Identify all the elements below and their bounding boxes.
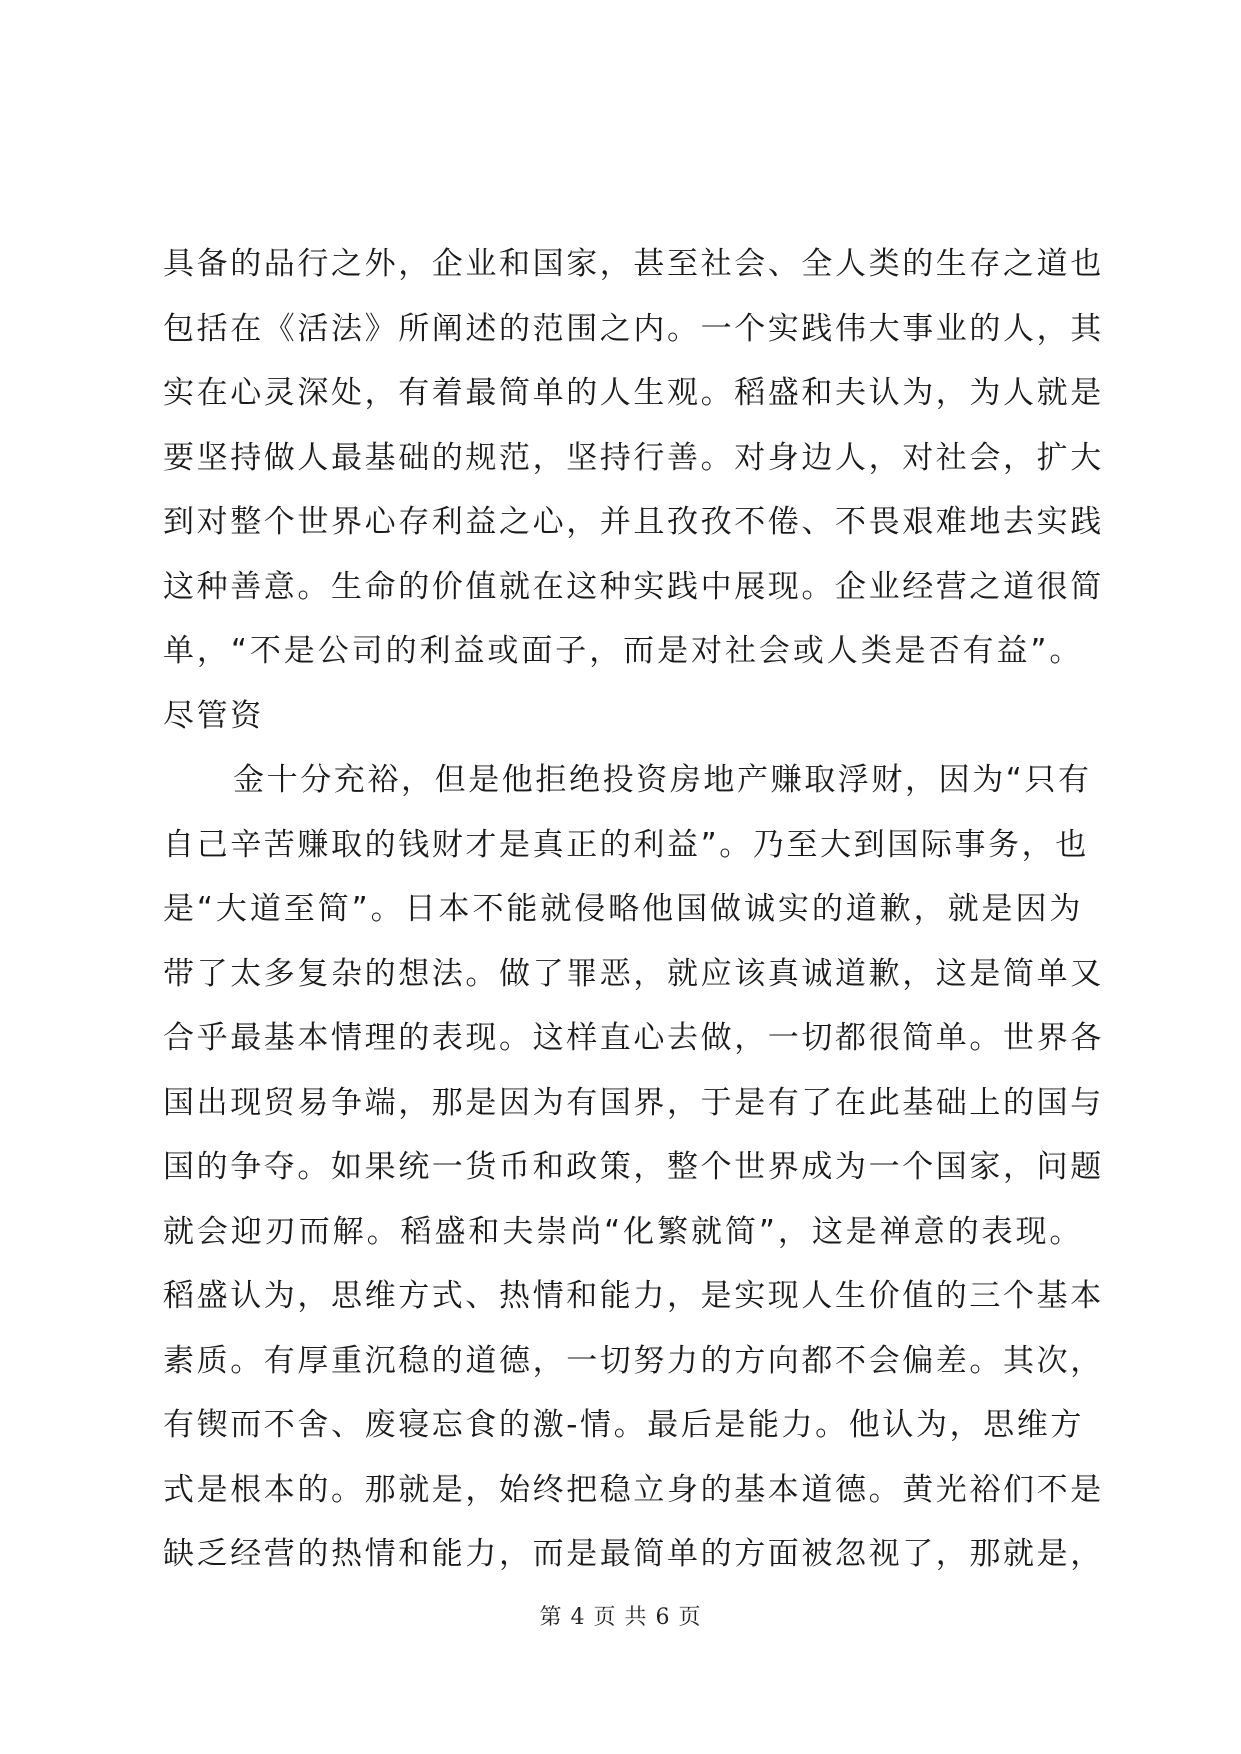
text-line: 实在心灵深处，有着最简单的人生观。稻盛和夫认为，为人就是 [163, 375, 1104, 411]
text-line: 素质。有厚重沉稳的道德，一切努力的方向都不会偏差。其次， [163, 1342, 1104, 1379]
text-line: 稻盛认为，思维方式、热情和能力，是实现人生价值的三个基本 [163, 1278, 1104, 1314]
text-line: 单，“不是公司的利益或面子，而是对社会或人类是否有益”。 [163, 633, 1083, 669]
text-line: 尽管资 [163, 697, 264, 734]
text-line: 合乎最基本情理的表现。这样直心去做，一切都很简单。世界各 [163, 1020, 1104, 1056]
body-text [163, 232, 1104, 1587]
text-line: 要坚持做人最基础的规范，坚持行善。对身边人，对社会，扩大 [163, 439, 1104, 476]
text-line: 是“大道至简”。日本不能就侵略他国做诚实的道歉，就是因为 [163, 891, 1083, 927]
text-line: 带了太多复杂的想法。做了罪恶，就应该真诚道歉，这是简单又 [163, 955, 1104, 992]
text-line: 金十分充裕，但是他拒绝投资房地产赚取浮财，因为“只有 [233, 762, 1092, 798]
text-line: 就会迎刃而解。稻盛和夫崇尚“化繁就简”，这是禅意的表现。 [163, 1213, 1083, 1250]
text-line: 包括在《活法》所阐述的范围之内。一个实践伟大事业的人，其 [163, 310, 1104, 347]
text-line: 有锲而不舍、废寝忘食的激-情。最后是能力。他认为，思维方 [163, 1407, 1084, 1443]
text-line: 具备的品行之外，企业和国家，甚至社会、全人类的生存之道也 [163, 246, 1104, 282]
text-line: 缺乏经营的热情和能力，而是最简单的方面被忽视了，那就是， [163, 1536, 1104, 1572]
text-line: 自己辛苦赚取的钱财才是真正的利益”。乃至大到国际事务，也 [163, 826, 1089, 863]
text-line: 国出现贸易争端，那是因为有国界，于是有了在此基础上的国与 [163, 1084, 1104, 1121]
page-number-footer: 第 4 页 共 6 页 [539, 1605, 702, 1630]
text-line: 这种善意。生命的价值就在这种实践中展现。企业经营之道很简 [163, 568, 1104, 605]
text-line: 到对整个世界心存利益之心，并且孜孜不倦、不畏艰难地去实践 [163, 504, 1104, 540]
text-line: 式是根本的。那就是，始终把稳立身的基本道德。黄光裕们不是 [163, 1471, 1104, 1508]
text-line: 国的争夺。如果统一货币和政策，整个世界成为一个国家，问题 [163, 1149, 1104, 1185]
